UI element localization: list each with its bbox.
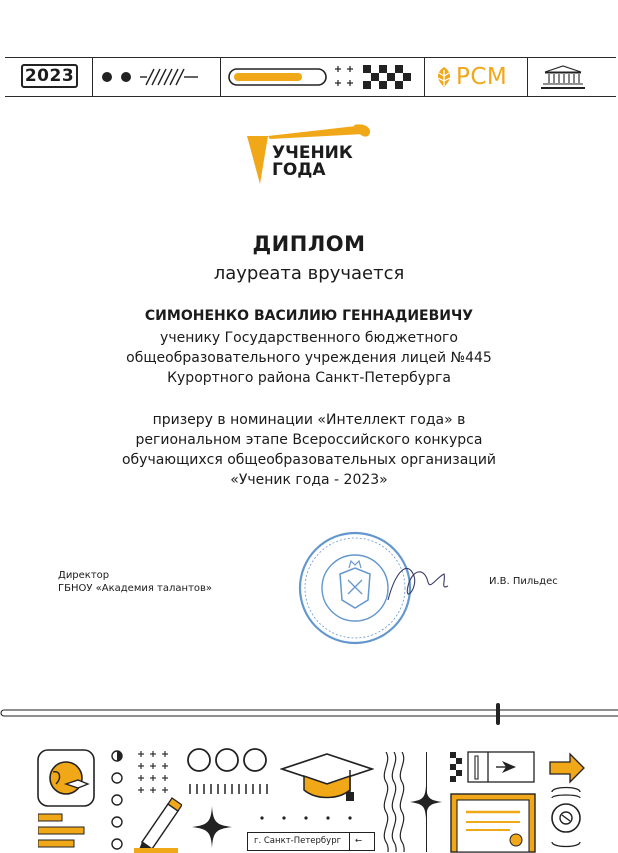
graduation-cap-icon xyxy=(280,752,374,804)
footer-divider-pill xyxy=(0,702,618,726)
rsm-brand-label: РСМ xyxy=(456,64,508,90)
award-line: призеру в номинации «Интеллект года» в xyxy=(152,412,466,428)
checkerboard-icon xyxy=(363,65,413,89)
header-divider xyxy=(220,57,221,97)
pencil-icon xyxy=(132,796,182,853)
rsm-leaf-icon xyxy=(434,66,454,88)
certificate-frame-icon xyxy=(450,792,538,853)
academy-building-icon xyxy=(538,65,588,91)
vertical-rule xyxy=(426,752,427,852)
recipient-name: СИМОНЕНКО ВАСИЛИЮ ГЕННАДИЕВИЧУ xyxy=(144,308,474,324)
signatory-position xyxy=(58,569,212,595)
institution-line: общеобразовательного учреждения лицей №445 xyxy=(126,350,492,366)
radio-dots-icon xyxy=(108,748,128,853)
three-circles-icon xyxy=(186,746,272,776)
header-top-rule xyxy=(5,57,616,58)
signatory-name: И.В. Пильдес xyxy=(489,576,558,587)
dotted-row-icon xyxy=(252,814,372,822)
wavy-lines-icon xyxy=(382,752,408,852)
logo-pencil-stroke xyxy=(268,126,364,139)
globe-cap-icon xyxy=(36,748,98,810)
award-line: обучающихся общеобразовательных организаций xyxy=(121,452,497,468)
header-divider xyxy=(424,57,425,97)
header-divider xyxy=(92,57,93,97)
diploma-title: ДИПЛОМ xyxy=(252,232,366,256)
sparkle-star-icon xyxy=(190,804,234,850)
header-divider xyxy=(527,57,528,97)
logo-line2: ГОДА xyxy=(272,160,326,180)
city-box-divider xyxy=(349,833,350,850)
institution-line: Курортного района Санкт-Петербурга xyxy=(167,370,451,386)
official-stamp-seal xyxy=(296,530,456,646)
city-label-box xyxy=(247,832,375,851)
institution-line: ученику Государственного бюджетного xyxy=(160,330,458,346)
checker-arrow-panel xyxy=(450,750,536,784)
dots-hatch-icon xyxy=(100,65,205,89)
logo-line1: УЧЕНИК xyxy=(272,143,353,163)
header-bottom-rule xyxy=(5,96,616,97)
plus-grid-icon xyxy=(333,63,359,91)
position-line: ГБНОУ «Академия талантов» xyxy=(58,583,213,594)
uchenik-goda-logo xyxy=(244,124,380,190)
position-line: Директор xyxy=(58,570,110,581)
award-line: региональном этапе Всероссийского конкурса xyxy=(135,432,483,448)
handwritten-signature xyxy=(388,568,448,600)
award-line: «Ученик года - 2023» xyxy=(230,472,388,488)
plus-grid-icon xyxy=(136,748,176,796)
header-strip xyxy=(0,57,618,97)
arrow-left-icon: ← xyxy=(355,836,363,846)
arrow-chain-icon xyxy=(546,750,586,853)
diploma-subtitle: лауреата вручается xyxy=(213,263,405,284)
progress-pill-icon xyxy=(228,67,328,87)
striped-bars-icon xyxy=(38,812,88,852)
year-badge: 2023 xyxy=(21,64,78,88)
city-label: г. Санкт-Петербург xyxy=(254,836,342,846)
ruler-ticks-icon xyxy=(188,782,272,796)
logo-flame-shape xyxy=(247,136,268,184)
